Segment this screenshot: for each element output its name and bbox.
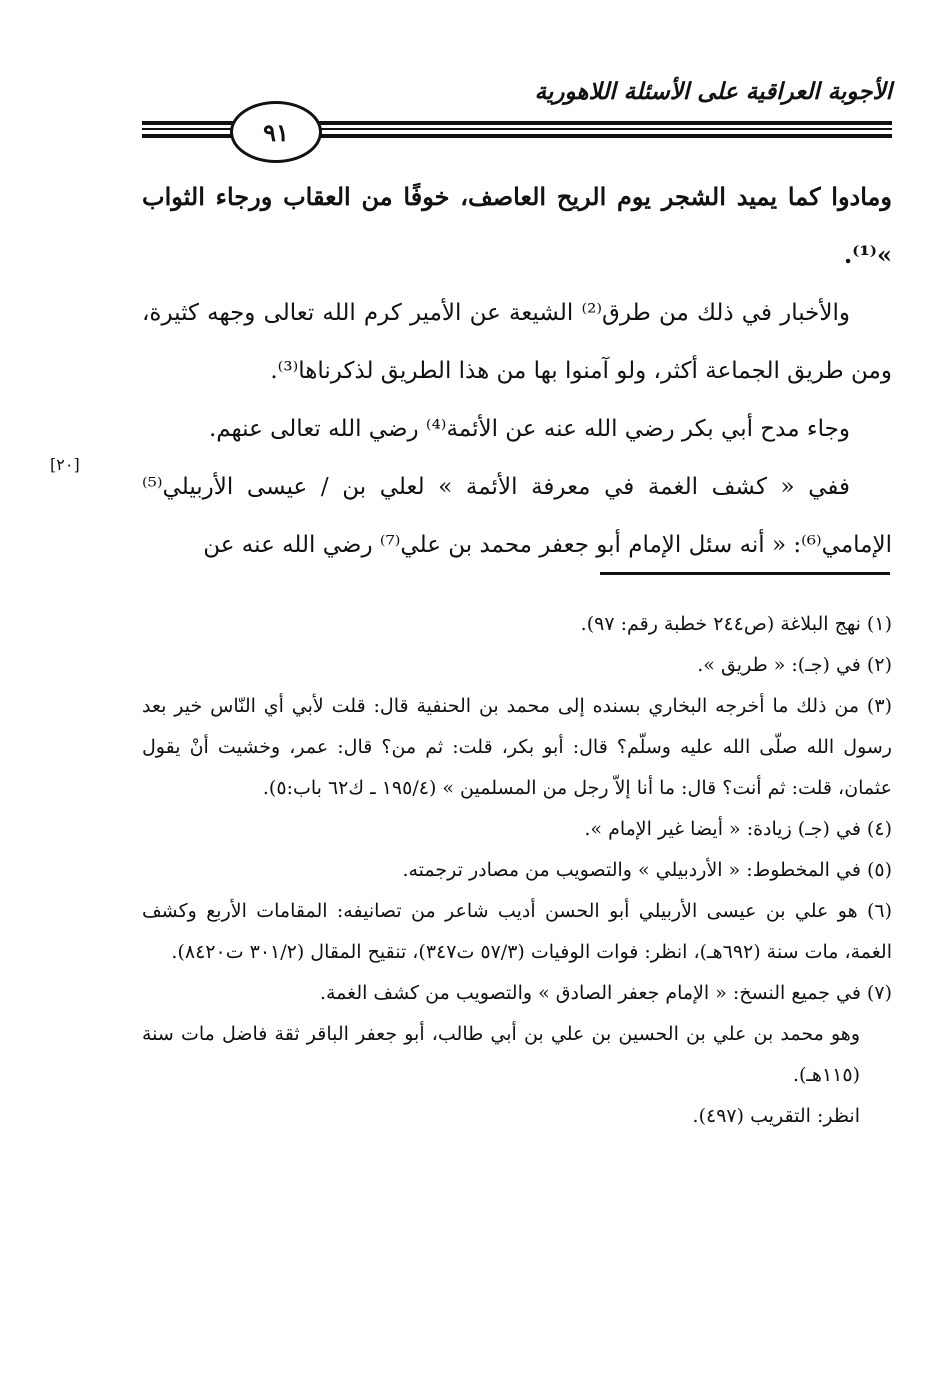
page-number: ٩١ (230, 101, 322, 163)
footnote-separator (600, 572, 890, 575)
main-text (142, 168, 892, 574)
body-paragraph-4: ففي « كشف الغمة في معرفة الأئمة » لعلي بن / عيسى الأربيلي⁽⁵⁾ الإمامي⁽⁶⁾: « أنه سئل الإمام أبو جعفر محمد بن علي⁽⁷⁾ رضي الله عنه عن (142, 474, 892, 558)
footnote-6: (٦) هو علي بن عيسى الأربيلي أبو الحسن أديب شاعر من تصانيفه: المقامات الأربع وكشف الغمة، مات سنة (٦٩٢هـ)، انظر: فوات الوفيات (٥٧/٣ ت٣٤٧)، تنقيح المقال (٣٠١/٢ ت٨٤٢٠). (142, 900, 892, 963)
footnote-7-reference: انظر: التقريب (٤٩٧). (692, 1105, 860, 1127)
footnote-3: (٣) من ذلك ما أخرجه البخاري بسنده إلى محمد بن الحنفية قال: قلت لأبي أي النّاس خير بعد رسول الله صلّى الله عليه وسلّم؟ قال: أبو بكر، قلت: ثم من؟ قال: عمر، وخشيت أنْ يقول عثمان، قلت: ثم أنت؟ قال: ما أنا إلاّ رجل من المسلمين » (١٩٥/٤ ـ ك٦٢ باب:٥). (142, 695, 892, 799)
footnote-7: (٧) في جميع النسخ: « الإمام جعفر الصادق » والتصويب من كشف الغمة. (319, 982, 892, 1004)
body-paragraph-3: وجاء مدح أبي بكر رضي الله عنه عن الأئمة⁽⁴⁾ رضي الله تعالى عنهم. (208, 416, 850, 442)
footnote-5: (٥) في المخطوط: « الأردبيلي » والتصويب من مصادر ترجمته. (402, 859, 892, 881)
manuscript-folio-note: [٢٠] (50, 455, 80, 474)
body-paragraph-1: ومادوا كما يميد الشجر يوم الريح العاصف، خوفًا من العقاب ورجاء الثواب »⁽¹⁾. (142, 182, 892, 269)
footnote-7-continuation: وهو محمد بن علي بن الحسين بن علي بن أبي طالب، أبو جعفر الباقر ثقة فاضل مات سنة (١١٥هـ). (142, 1023, 860, 1086)
footnote-4: (٤) في (جـ) زيادة: « أيضا غير الإمام ». (584, 818, 892, 840)
body-paragraph-2: والأخبار في ذلك من طرق⁽²⁾ الشيعة عن الأمير كرم الله تعالى وجهه كثيرة، ومن طريق الجماعة أكثر، ولو آمنوا بها من هذا الطريق لذكرناها⁽³⁾. (142, 300, 892, 384)
footnotes (142, 604, 892, 1137)
running-title: الأجوبة العراقية على الأسئلة اللاهورية (534, 78, 892, 105)
footnote-2: (٢) في (جـ): « طريق ». (697, 654, 892, 676)
footnote-1: (١) نهج البلاغة (ص٢٤٤ خطبة رقم: ٩٧). (580, 613, 892, 635)
